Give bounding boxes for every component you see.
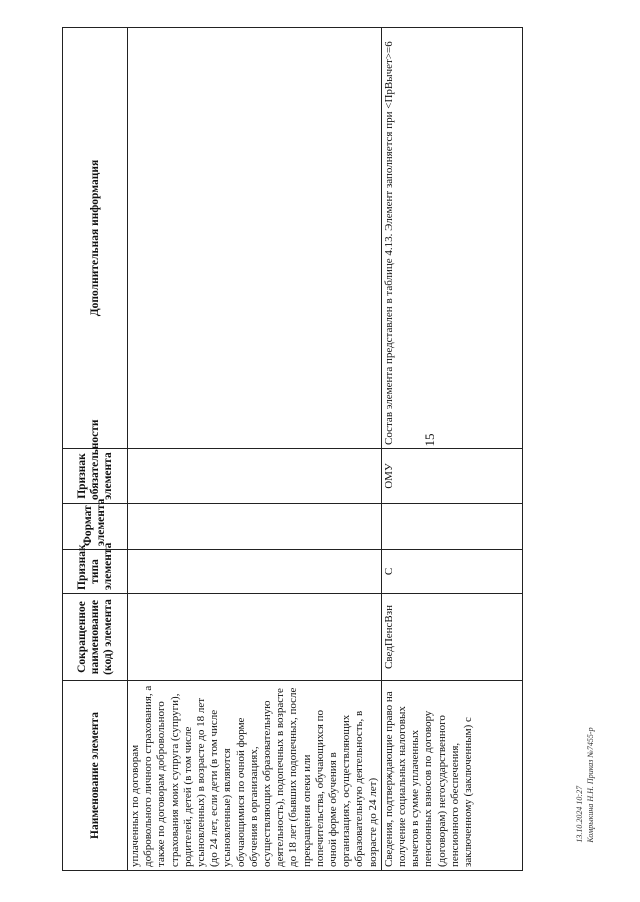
header-type: Признак типа элемента xyxy=(63,550,128,594)
footer-stamp-date: 13.10.2024 10:27 xyxy=(575,785,584,843)
header-name: Наименование элемента xyxy=(63,681,128,871)
table-row xyxy=(381,28,522,871)
rotated-table-container xyxy=(62,28,523,871)
footer-stamp xyxy=(574,727,596,842)
header-info: Дополнительная информация xyxy=(63,28,128,449)
cell-required xyxy=(128,449,382,504)
header-required: Признак обязательности элемента xyxy=(63,449,128,504)
cell-format xyxy=(381,504,522,550)
cell-required: ОМУ xyxy=(381,449,522,504)
cell-info xyxy=(128,28,382,449)
cell-code: СведПенсВзн xyxy=(381,594,522,681)
cell-info: Состав элемента представлен в таблице 4.13. Элемент заполняется при <ПрВычет>=6 xyxy=(381,28,522,449)
table-row xyxy=(128,28,382,871)
table-frame xyxy=(62,28,523,871)
footer-stamp-signer: Комрыкина Н.Н. Приказ №7455-р xyxy=(586,727,595,843)
cell-type: С xyxy=(381,550,522,594)
table-header-row xyxy=(63,28,128,871)
page-number: 15 xyxy=(422,433,437,447)
cell-name: Сведения, подтверждающие право на получение социальных налоговых вычетов в сумме уплаченных пенсионных взносов по договору (договорам) негосударственного пенсионного обеспечения, заключенному (заключенным) с xyxy=(381,681,522,871)
cell-name: уплаченных по договорам добровольного личного страхования, а также по договорам добровольного страхования моих супруга (супруги), родителей, детей (в том числе усыновленных) в возрасте до 18 лет (до 24 лет, если дети (в том числе усыновленные) являются обучающимися по очной форме обучения в организациях, осуществляющих образовательную деятельность), подопечных в возрасте до 18 лет (бывших подопечных, после прекращения опеки или попечительства, обучающихся по очной форме обучения в организациях, осуществляющих образовательную деятельность, в возрасте до 24 лет) xyxy=(128,681,382,871)
cell-format xyxy=(128,504,382,550)
header-code: Сокращенное наименование (код) элемента xyxy=(63,594,128,681)
cell-code xyxy=(128,594,382,681)
element-spec-table xyxy=(62,27,523,871)
header-format: Формат элемента xyxy=(63,504,128,550)
cell-type xyxy=(128,550,382,594)
